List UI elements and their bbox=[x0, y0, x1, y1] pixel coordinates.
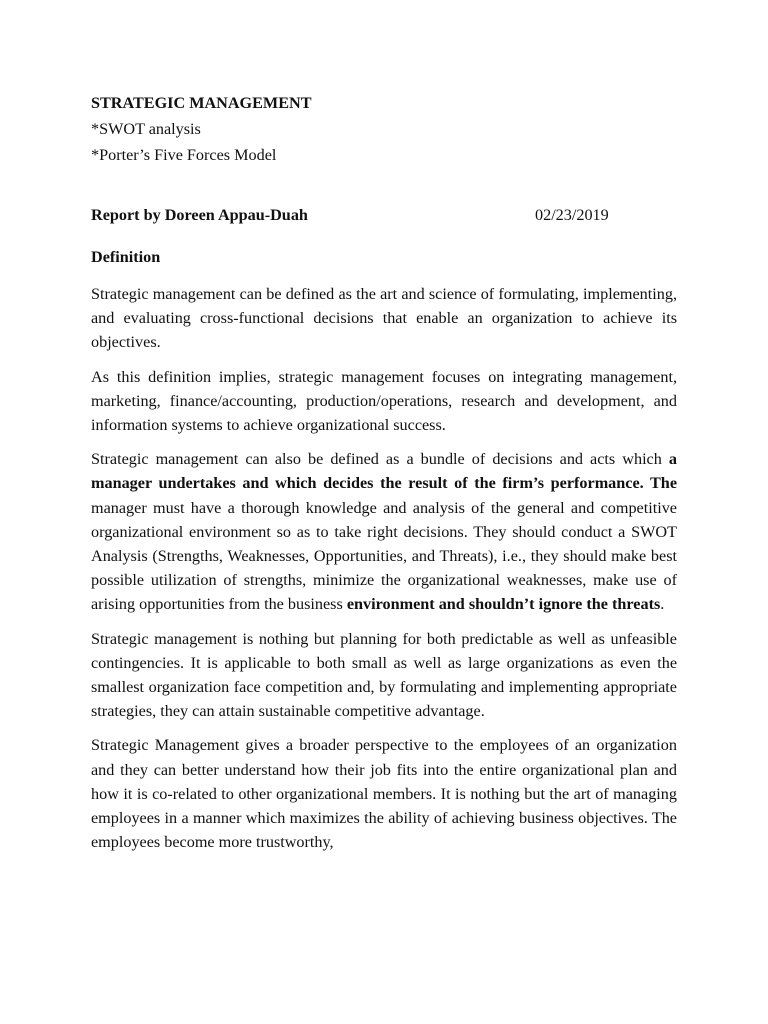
subtitle-swot: *SWOT analysis bbox=[91, 120, 201, 138]
subtitle-porter: *Porter’s Five Forces Model bbox=[91, 146, 277, 164]
paragraph-3-bold-a: a manager undertakes and which decides the result of the firm’s performance. The bbox=[91, 450, 677, 493]
paragraph-4: Strategic management is nothing but planning for both predictable as well as unfeasible contingencies. It is applicable to both small as well as large organizations as even the smallest organization face competition and, by formulating and implementing appropriate strategies, they can attain sustainable competitive advantage. bbox=[91, 629, 677, 721]
paragraph-3-text-a: Strategic management can also be defined as a bundle of decisions and acts which bbox=[91, 450, 669, 469]
paragraph-3-text-c: . bbox=[660, 595, 665, 614]
report-row bbox=[91, 202, 677, 228]
paragraph-1: Strategic management can be defined as the art and science of formulating, implementing, and evaluating cross-functional decisions that enable an organization to achieve its objectives. bbox=[91, 285, 677, 352]
paragraph-3 bbox=[91, 447, 677, 616]
report-author: Report by Doreen Appau-Duah bbox=[91, 206, 308, 224]
paragraph-5: Strategic Management gives a broader perspective to the employees of an organization and they can better understand how their job fits into the entire organizational plan and how it is co-related to other organizational members. It is nothing but the art of managing employees in a manner which maximizes the ability of achieving business objectives. The employees become more trustworthy, bbox=[91, 736, 677, 852]
report-date: 02/23/2019 bbox=[535, 206, 609, 224]
paragraph-2: As this definition implies, strategic management focuses on integrating management, marketing, finance/accounting, production/operations, research and development, and information systems to achieve organizational success. bbox=[91, 367, 677, 435]
document-title: STRATEGIC MANAGEMENT bbox=[91, 94, 312, 112]
paragraph-3-text-b: manager must have a thorough knowledge and analysis of the general and competitive organizational environment so as to take right decisions. They should conduct a SWOT Analysis (Strengths, Weaknesses, Opportunities, and Threats), i.e., they should make best possible utilization of strengths, minimize the organizational weaknesses, make use of arising opportunities from the business bbox=[91, 498, 677, 614]
section-heading-definition: Definition bbox=[91, 248, 161, 266]
paragraph-3-bold-b: environment and shouldn’t ignore the threats bbox=[346, 595, 661, 614]
document-page bbox=[91, 90, 677, 854]
